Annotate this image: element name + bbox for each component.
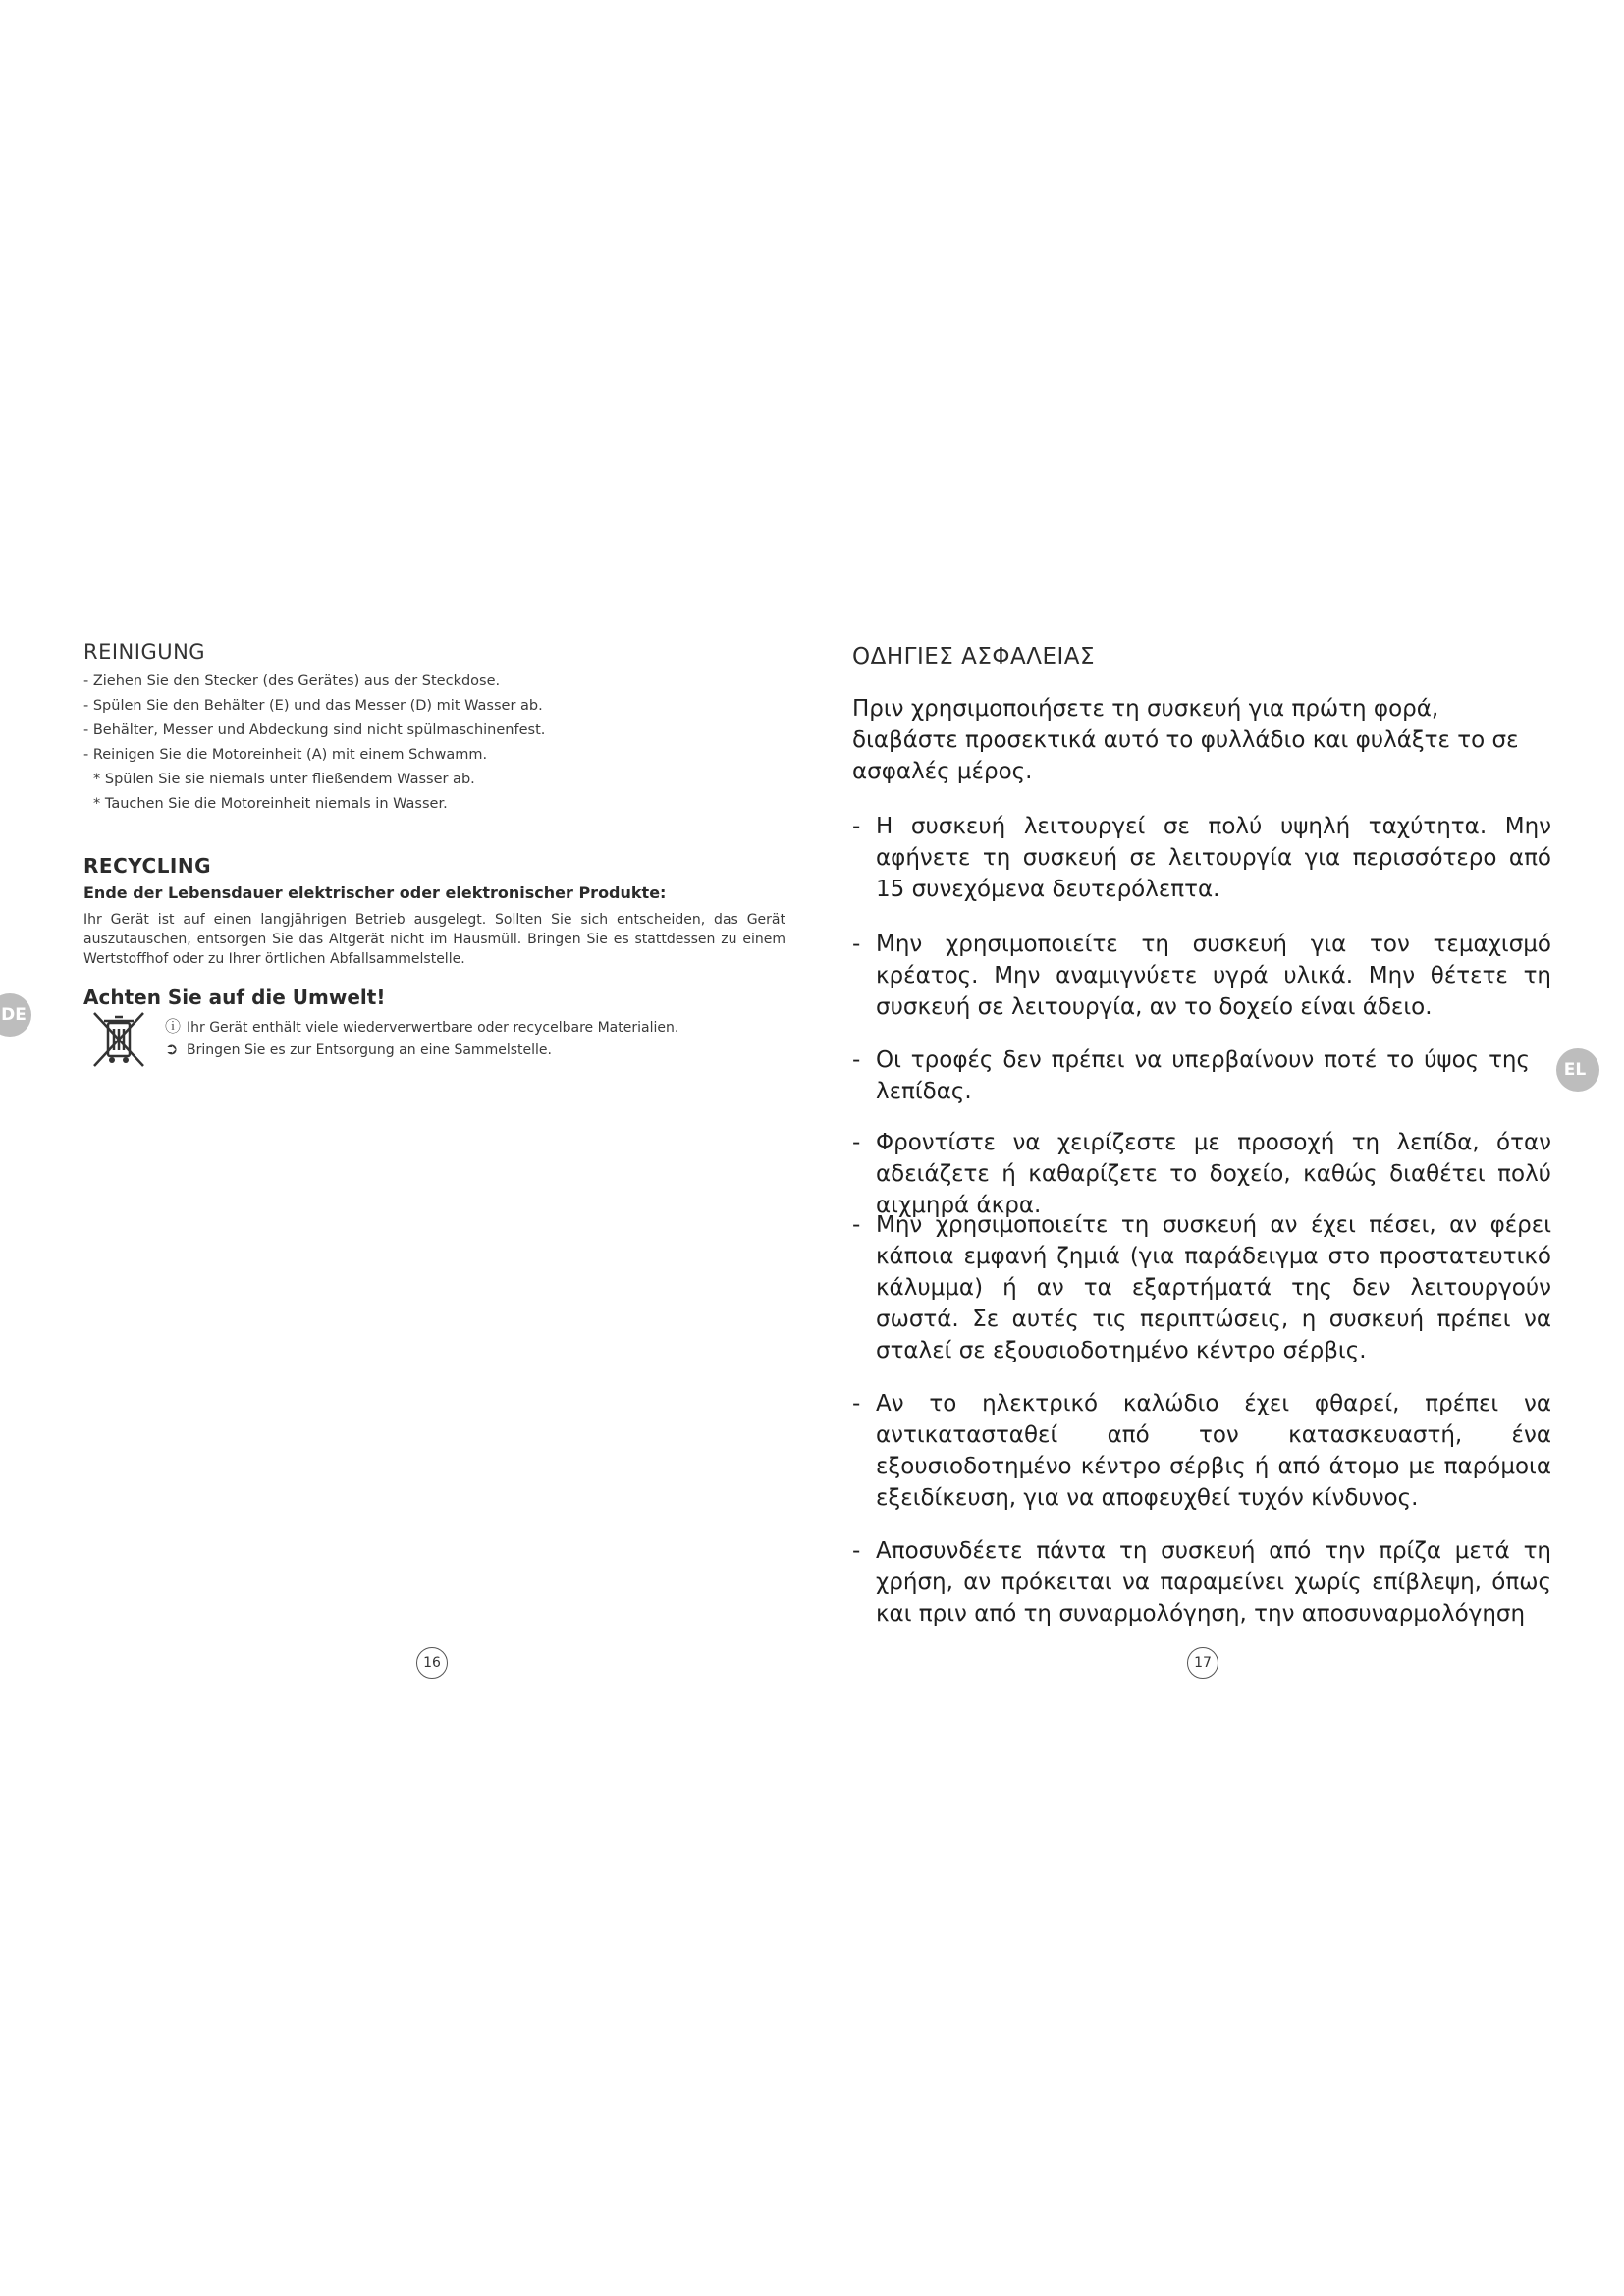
safety-item: [852, 929, 1551, 1023]
list-dash: -: [852, 1130, 861, 1155]
reinigung-line: - Behälter, Messer und Abdeckung sind nicht spülmaschinenfest.: [83, 722, 546, 738]
reinigung-line: - Ziehen Sie den Stecker (des Gerätes) aus der Steckdose.: [83, 673, 501, 689]
safety-item-text: Μην χρησιμοποιείτε τη συσκευή για τον τεμαχισμό κρέατος. Μην αναμιγνύετε υγρά υλικά. Μην θέτετε τη συσκευή σε λειτουργία, αν το δοχείο είναι άδειο.: [876, 932, 1551, 1020]
info-icon: ⓘ: [165, 1017, 182, 1036]
safety-item: [852, 1388, 1551, 1514]
reinigung-heading: REINIGUNG: [83, 640, 206, 664]
reinigung-line: - Reinigen Sie die Motoreinheit (A) mit einem Schwamm.: [83, 747, 488, 763]
safety-item: [852, 1044, 1530, 1107]
umwelt-note: [165, 1014, 678, 1037]
list-dash: -: [852, 814, 861, 839]
safety-item-text: Φροντίστε να χειρίζεστε με προσοχή τη λεπίδα, όταν αδειάζετε ή καθαρίζετε το δοχείο, καθώς διαθέτει πολύ αιχμηρά άκρα.: [876, 1130, 1551, 1218]
recycling-subtitle: Ende der Lebensdauer elektrischer oder elektronischer Produkte:: [83, 883, 667, 902]
crossed-out-bin-icon: [88, 1007, 149, 1072]
safety-item-text: Αν το ηλεκτρικό καλώδιο έχει φθαρεί, πρέπει να αντικατασταθεί από τον κατασκευαστή, ένα εξουσιοδοτημένο κέντρο σέρβις ή από άτομο με παρόμοια εξειδίκευση, για να αποφευχθεί τυχόν κίνδυνος.: [876, 1391, 1551, 1511]
list-dash: -: [852, 932, 861, 957]
reinigung-list: [83, 669, 785, 817]
safety-intro: Πριν χρησιμοποιήσετε τη συσκευή για πρώτη φορά, διαβάστε προσεκτικά αυτό το φυλλάδιο και φυλάξτε το σε ασφαλές μέρος.: [852, 696, 1519, 784]
list-dash: -: [852, 1538, 861, 1564]
safety-item: [852, 1127, 1551, 1221]
safety-item-text: Η συσκευή λειτουργεί σε πολύ υψηλή ταχύτητα. Μην αφήνετε τη συσκευή σε λειτουργία για περισσότερο από 15 συνεχόμενα δευτερόλεπτα.: [876, 814, 1551, 902]
list-dash: -: [852, 1212, 861, 1238]
arrow-circle-icon: ➲: [165, 1040, 179, 1058]
recycling-paragraph: Ihr Gerät ist auf einen langjährigen Betrieb ausgelegt. Sollten Sie sich entscheiden, das Gerät auszutauschen, entsorgen Sie das Altgerät nicht im Hausmüll. Bringen Sie es stattdessen zu einem Wertstoffhof oder zu Ihrer örtlichen Abfallsammelstelle.: [83, 912, 785, 967]
page-number-right: 17: [1187, 1647, 1218, 1679]
reinigung-line: * Tauchen Sie die Motoreinheit niemals in Wasser.: [93, 796, 448, 812]
recycling-section: [83, 854, 785, 969]
safety-item: [852, 1209, 1551, 1366]
safety-title: ΟΔΗΓΙΕΣ ΑΣΦΑΛΕΙΑΣ: [852, 644, 1096, 669]
safety-item-text: Αποσυνδέετε πάντα τη συσκευή από την πρίζα μετά τη χρήση, αν πρόκειται να παραμείνει χωρίς επίβλεψη, όπως και πριν από τη συναρμολόγηση, την αποσυναρμολόγηση: [876, 1538, 1551, 1627]
safety-item-text: Οι τροφές δεν πρέπει να υπερβαίνουν ποτέ το ύψος της λεπίδας.: [876, 1047, 1530, 1104]
list-dash: -: [852, 1391, 861, 1416]
language-tab-de: DE: [0, 993, 31, 1037]
umwelt-note-text: Ihr Gerät enthält viele wiederverwertbare oder recycelbare Materialien.: [187, 1020, 679, 1036]
reinigung-line: - Spülen Sie den Behälter (E) und das Messer (D) mit Wasser ab.: [83, 698, 543, 714]
umwelt-note-text: Bringen Sie es zur Entsorgung an eine Sammelstelle.: [187, 1042, 552, 1058]
right-page: [812, 0, 1624, 2296]
recycling-heading: RECYCLING: [83, 854, 212, 878]
umwelt-note: [165, 1040, 552, 1058]
reinigung-line: * Spülen Sie sie niemals unter fließendem Wasser ab.: [93, 772, 475, 787]
language-tab-el: EL: [1556, 1048, 1599, 1092]
umwelt-heading: Achten Sie auf die Umwelt!: [83, 986, 386, 1009]
reinigung-section: [83, 640, 785, 817]
page-number-left: 16: [416, 1647, 448, 1679]
safety-item: [852, 1535, 1551, 1629]
safety-item-text: Μην χρησιμοποιείτε τη συσκευή αν έχει πέσει, αν φέρει κάποια εμφανή ζημιά (για παράδειγμα στο προστατευτικό κάλυμμα) ή αν τα εξαρτήματά της δεν λειτουργούν σωστά. Σε αυτές τις περιπτώσεις, η συσκευή πρέπει να σταλεί σε εξουσιοδοτημένο κέντρο σέρβις.: [876, 1212, 1551, 1363]
safety-item: [852, 811, 1551, 905]
list-dash: -: [852, 1047, 861, 1073]
